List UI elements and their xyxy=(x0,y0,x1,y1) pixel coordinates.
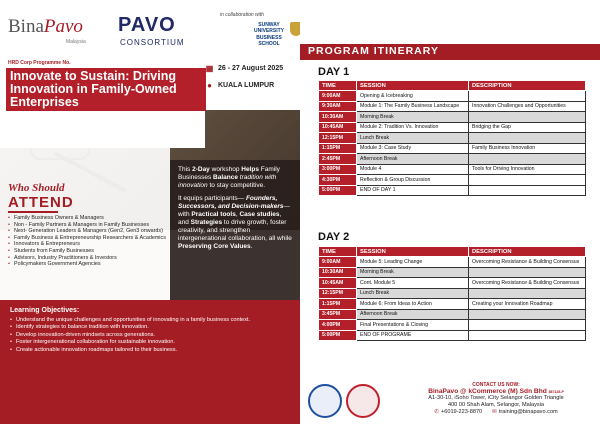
address-line-2: 400 00 Shah Alam, Selangor, Malaysia xyxy=(447,401,545,408)
binapavo-sub: Malaysia xyxy=(66,39,86,45)
event-title: Innovate to Sustain: Driving Innovation in Family-Owned Enterprises xyxy=(6,68,206,111)
cell-description: Innovation Challenges and Opportunities xyxy=(469,101,586,112)
cell-description xyxy=(469,175,586,186)
itinerary-header xyxy=(300,44,600,60)
table-row xyxy=(319,267,586,278)
table-row xyxy=(319,299,586,310)
logo-row xyxy=(8,12,298,52)
day1-title: DAY 1 xyxy=(318,66,350,78)
table-row xyxy=(319,154,586,165)
cell-session: Final Presentations & Closing xyxy=(357,320,469,331)
cell-session: Cont. Module 5 xyxy=(357,278,469,289)
table-row xyxy=(319,257,586,268)
table-row xyxy=(319,309,586,320)
cell-session: Module 3: Case Study xyxy=(357,143,469,154)
cell-time: 10:45AM xyxy=(319,278,357,289)
cell-session: Module 2: Tradition Vs. Innovation xyxy=(357,122,469,133)
email-icon: ✉ xyxy=(492,409,497,415)
cell-description xyxy=(469,112,586,123)
cell-description xyxy=(469,320,586,331)
binapavo-logo: BinaPavo xyxy=(8,16,83,37)
list-item: • Identify strategies to balance tradition with innovation. xyxy=(10,324,290,331)
list-item: • Foster intergenerational collaboration for sustainable innovation. xyxy=(10,339,290,346)
pavo-sub: CONSORTIUM xyxy=(120,38,185,47)
company-reg: 887128-P xyxy=(548,390,564,394)
cell-description: Overcoming Resistance & Building Consensus xyxy=(469,278,586,289)
day2-title: DAY 2 xyxy=(318,231,350,243)
cell-time: 10:30AM xyxy=(319,267,357,278)
cell-session: END OF PROGRAME xyxy=(357,330,469,341)
cell-session: Lunch Break xyxy=(357,133,469,144)
col-time: TIME xyxy=(319,247,357,257)
col-description: DESCRIPTION xyxy=(469,81,586,91)
date-location xyxy=(205,64,300,98)
cell-time: 1:15PM xyxy=(319,143,357,154)
calendar-icon: ▦ xyxy=(205,64,214,73)
location-pin-icon: ● xyxy=(207,81,212,90)
pavo-logo: PAVO xyxy=(118,14,176,36)
sunway-logo: SUNWAY UNIVERSITY BUSINESS SCHOOL xyxy=(254,22,285,47)
email-link[interactable]: training@binapavo.com xyxy=(498,409,558,415)
table-row xyxy=(319,185,586,196)
cell-description xyxy=(469,309,586,320)
attendee-list xyxy=(8,215,170,268)
list-item: • Advisors, Industry Practitioners & Investors xyxy=(8,255,170,262)
table-row xyxy=(319,288,586,299)
list-item: • Non - Family Partners & Managers in Family Businesses xyxy=(8,222,170,229)
contact-footer xyxy=(300,380,600,424)
cell-description xyxy=(469,133,586,144)
cell-session: END OF DAY 1 xyxy=(357,185,469,196)
sunway-crest-icon xyxy=(290,22,300,36)
cell-time: 1:15PM xyxy=(319,299,357,310)
col-session: SESSION xyxy=(357,247,469,257)
cell-time: 3:45PM xyxy=(319,309,357,320)
who-should-heading: Who Should xyxy=(8,182,65,194)
company-name: BinaPavo @ kCommerce (M) Sdn Bhd xyxy=(428,388,547,395)
phone-icon: ✆ xyxy=(434,409,439,415)
address-line-1: A1-30-10, iSoho Tower, iCity Selangor Golden Triangle xyxy=(428,395,564,401)
cell-description: Overcoming Resistance & Building Consensus xyxy=(469,257,586,268)
table-row xyxy=(319,143,586,154)
list-item: • Understand the unique challenges and opportunities of innovating in a family business context. xyxy=(10,317,290,324)
cell-description xyxy=(469,185,586,196)
cell-time: 2:45PM xyxy=(319,154,357,165)
cell-time: 9:30AM xyxy=(319,101,357,112)
programme-label: HRD Corp Programme No. xyxy=(8,60,71,66)
collab-text: in collaboration with xyxy=(220,12,264,18)
cell-session: Module 5: Leading Change xyxy=(357,257,469,268)
table-row xyxy=(319,278,586,289)
hrd-claimable-logo-icon xyxy=(346,384,380,418)
itinerary-title: PROGRAM ITINERARY xyxy=(308,45,439,57)
cell-session: Reflection & Group Discussion xyxy=(357,175,469,186)
list-item: • Develop innovation-driven mindsets across generations. xyxy=(10,332,290,339)
cell-description: Bridging the Gap xyxy=(469,122,586,133)
cell-time: 12:15PM xyxy=(319,288,357,299)
cell-time: 3:00PM xyxy=(319,164,357,175)
objectives-title: Learning Objectives: xyxy=(10,307,80,314)
list-item: • Create actionable innovation roadmaps tailored to their business. xyxy=(10,347,290,354)
cell-time: 5:00PM xyxy=(319,185,357,196)
cell-description xyxy=(469,330,586,341)
cell-session: Morning Break xyxy=(357,112,469,123)
cell-session: Afternoon Break xyxy=(357,154,469,165)
table-row xyxy=(319,112,586,123)
cell-session: Module 1: The Family Business Landscape xyxy=(357,101,469,112)
list-item: • Policymakers Government Agencies xyxy=(8,261,170,268)
cell-session: Module 4 xyxy=(357,164,469,175)
cell-description: Creating your Innovation Roadmap xyxy=(469,299,586,310)
flyer-itinerary xyxy=(300,0,600,424)
col-time: TIME xyxy=(319,81,357,91)
table-row xyxy=(319,164,586,175)
col-session: SESSION xyxy=(357,81,469,91)
phone-link[interactable]: +6019-223-8870 xyxy=(440,409,483,415)
cell-session: Lunch Break xyxy=(357,288,469,299)
cell-description: Tools for Driving Innovation xyxy=(469,164,586,175)
table-row xyxy=(319,320,586,331)
cell-time: 12:15PM xyxy=(319,133,357,144)
col-description: DESCRIPTION xyxy=(469,247,586,257)
cell-time: 9:00AM xyxy=(319,257,357,268)
cell-time: 10:30AM xyxy=(319,112,357,123)
cell-description: Family Business Innovation xyxy=(469,143,586,154)
list-item: • Students from Family Businesses xyxy=(8,248,170,255)
cell-session: Afternoon Break xyxy=(357,309,469,320)
cell-description xyxy=(469,288,586,299)
hrd-corp-logo-icon xyxy=(308,384,342,418)
cell-time: 9:00AM xyxy=(319,91,357,102)
list-item: • Innovators & Entrepreneurs xyxy=(8,241,170,248)
cell-description xyxy=(469,154,586,165)
cell-time: 4:30PM xyxy=(319,175,357,186)
learning-objectives xyxy=(0,300,300,424)
cell-time: 4:00PM xyxy=(319,320,357,331)
cell-time: 5:00PM xyxy=(319,330,357,341)
table-row xyxy=(319,133,586,144)
event-date: 26 - 27 August 2025 xyxy=(218,65,284,72)
list-item: • Next- Generation Leaders & Managers (Gen2, Gen3 onwards) xyxy=(8,228,170,235)
list-item: • Family Business Owners & Managers xyxy=(8,215,170,222)
cell-session: Opening & Icebreaking xyxy=(357,91,469,102)
intro-card: This 2-Day workshop Helps Family Businesses Balance tradition with innovation to stay competitive. It equips participants— Founders, Successors, and Decision-makers— with Practical tools, Case studies, and Strategies to drive growth, foster creativity, and strengthen intergenerational collaboration, all while Preserving Core Values. xyxy=(170,160,300,300)
attend-heading: ATTEND xyxy=(8,194,74,211)
table-row xyxy=(319,330,586,341)
day2-table xyxy=(318,246,586,341)
table-row xyxy=(319,101,586,112)
table-row xyxy=(319,91,586,102)
table-row xyxy=(319,175,586,186)
cell-session: Morning Break xyxy=(357,267,469,278)
cell-time: 10:45AM xyxy=(319,122,357,133)
table-row xyxy=(319,122,586,133)
list-item: • Family Business & Entrepreneurship Researchers & Academics xyxy=(8,235,170,242)
cell-session: Module 6: From Ideas to Action xyxy=(357,299,469,310)
day1-table xyxy=(318,80,586,196)
cell-description xyxy=(469,91,586,102)
event-banner xyxy=(0,56,300,148)
event-location: KUALA LUMPUR xyxy=(218,82,275,89)
cell-description xyxy=(469,267,586,278)
contact-label: CONTACT US NOW: xyxy=(472,382,520,388)
